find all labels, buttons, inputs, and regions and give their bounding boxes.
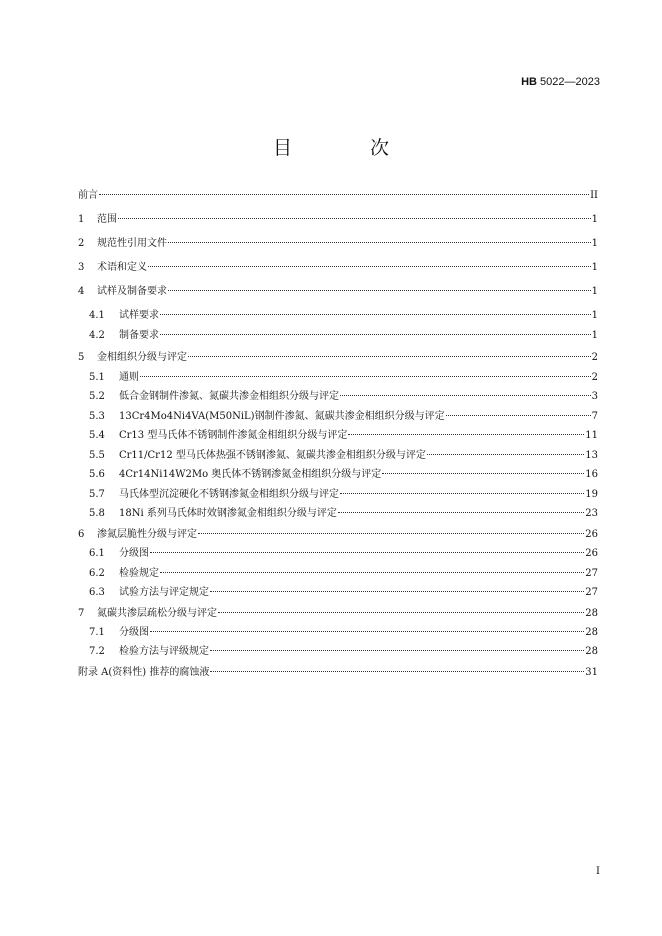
toc-entry-label: 前言 — [78, 190, 98, 201]
toc-dot-leader — [198, 533, 584, 534]
toc-entry-number: 6.1 — [89, 548, 105, 559]
toc-entry-page: 31 — [585, 667, 598, 678]
toc-dot-leader — [118, 218, 591, 219]
toc-entry-number: 5.7 — [89, 489, 105, 500]
page-number: I — [596, 866, 600, 877]
toc-entry-label: 金相组织分级与评定 — [97, 352, 187, 363]
toc-entry-label: 试样要求 — [119, 310, 159, 321]
toc-dot-leader — [338, 512, 584, 513]
toc-entry[interactable] — [78, 258, 598, 274]
toc-entry-number: 1 — [78, 214, 85, 225]
toc-dot-leader — [150, 631, 584, 632]
toc-entry-number: 5.6 — [89, 469, 105, 480]
toc-dot-leader — [140, 376, 591, 377]
toc-entry-number: 6 — [78, 529, 85, 540]
toc-dot-leader — [210, 591, 584, 592]
toc-entry-page: 19 — [585, 489, 598, 500]
toc-entry[interactable] — [89, 544, 598, 560]
toc-entry-page: 2 — [591, 372, 598, 383]
toc-entry-number: 7.1 — [89, 627, 105, 638]
toc-entry-page: 28 — [585, 646, 598, 657]
toc-dot-leader — [340, 395, 591, 396]
toc-entry-label: Cr13 型马氏体不锈钢制件渗氮金相组织分级与评定 — [119, 430, 348, 441]
toc-dot-leader — [160, 572, 584, 573]
toc-entry[interactable] — [78, 282, 598, 298]
toc-dot-leader — [382, 473, 584, 474]
toc-entry[interactable] — [89, 583, 598, 599]
toc-entry-page: 1 — [591, 310, 598, 321]
toc-entry[interactable] — [78, 348, 598, 364]
standard-code — [521, 76, 600, 88]
toc-entry[interactable] — [89, 407, 598, 423]
toc-entry[interactable] — [89, 426, 598, 442]
toc-entry-number: 5.8 — [89, 508, 105, 519]
toc-entry-number: 2 — [78, 238, 85, 249]
toc-entry-number: 5.5 — [89, 450, 105, 461]
toc-dot-leader — [218, 612, 584, 613]
toc-entry-label: 13Cr4Mo4Ni4VA(M50NiL)钢制件渗氮、氮碳共渗金相组织分级与评定 — [119, 411, 445, 422]
toc-entry[interactable] — [89, 387, 598, 403]
toc-dot-leader — [160, 334, 591, 335]
toc-entry[interactable] — [89, 623, 598, 639]
toc-dot-leader — [210, 671, 584, 672]
toc-entry-number: 4.1 — [89, 310, 105, 321]
toc-entry[interactable] — [78, 210, 598, 226]
toc-dot-leader — [188, 356, 591, 357]
toc-entry[interactable] — [89, 564, 598, 580]
toc-entry[interactable] — [78, 663, 598, 679]
toc-entry[interactable] — [89, 326, 598, 342]
toc-entry-number: 7 — [78, 608, 85, 619]
toc-dot-leader — [160, 314, 591, 315]
toc-title: 目 次 — [272, 137, 426, 159]
toc-entry-label: 渗氮层脆性分级与评定 — [97, 529, 197, 540]
toc-dot-leader — [446, 415, 591, 416]
toc-entry-page: 28 — [585, 608, 598, 619]
toc-entry[interactable] — [89, 642, 598, 658]
toc-entry-page: II — [590, 190, 598, 201]
toc-entry-page: 26 — [585, 548, 598, 559]
toc-dot-leader — [427, 454, 584, 455]
toc-entry-label: 规范性引用文件 — [97, 238, 167, 249]
toc-entry[interactable] — [78, 234, 598, 250]
toc-entry-page: 1 — [591, 214, 598, 225]
toc-entry-page: 1 — [591, 330, 598, 341]
toc-entry[interactable] — [89, 504, 598, 520]
toc-entry-number: 5.2 — [89, 391, 105, 402]
toc-entry-label: 范围 — [97, 214, 117, 225]
toc-dot-leader — [168, 290, 591, 291]
toc-entry-label: 试样及制备要求 — [97, 286, 167, 297]
toc-entry-page: 1 — [591, 262, 598, 273]
toc-entry[interactable] — [89, 485, 598, 501]
toc-entry-label: 氮碳共渗层疏松分级与评定 — [97, 608, 217, 619]
toc-entry[interactable] — [78, 186, 598, 202]
toc-entry[interactable] — [89, 465, 598, 481]
toc-entry-label: 分级图 — [119, 548, 149, 559]
toc-entry-number: 5.1 — [89, 372, 105, 383]
toc-entry-page: 1 — [591, 286, 598, 297]
toc-entry-number: 4 — [78, 286, 85, 297]
toc-entry-label: Cr11/Cr12 型马氏体热强不锈钢渗氮、氮碳共渗金相组织分级与评定 — [119, 450, 426, 461]
toc-entry-label: 18Ni 系列马氏体时效钢渗氮金相组织分级与评定 — [119, 508, 337, 519]
toc-entry[interactable] — [78, 525, 598, 541]
toc-entry-label: 制备要求 — [119, 330, 159, 341]
toc-dot-leader — [340, 493, 584, 494]
toc-dot-leader — [210, 650, 584, 651]
toc-entry-label: 检验规定 — [119, 568, 159, 579]
toc-entry-number: 4.2 — [89, 330, 105, 341]
toc-entry-label: 马氏体型沉淀硬化不锈钢渗氮金相组织分级与评定 — [119, 489, 339, 500]
toc-entry-page: 7 — [591, 411, 598, 422]
toc-dot-leader — [150, 552, 584, 553]
toc-entry-label: 低合金钢制件渗氮、氮碳共渗金相组织分级与评定 — [119, 391, 339, 402]
toc-entry-page: 16 — [585, 469, 598, 480]
toc-dot-leader — [148, 266, 591, 267]
toc-entry-label: 试验方法与评定规定 — [119, 587, 209, 598]
toc-entry-label: 附录 A(资料性) 推荐的腐蚀液 — [78, 667, 210, 678]
toc-entry-page: 2 — [591, 352, 598, 363]
toc-entry-number: 6.2 — [89, 568, 105, 579]
toc-entry-page: 27 — [585, 587, 598, 598]
toc-entry-number: 5 — [78, 352, 85, 363]
toc-entry-label: 分级图 — [119, 627, 149, 638]
toc-entry[interactable] — [78, 604, 598, 620]
toc-entry-page: 13 — [585, 450, 598, 461]
toc-dot-leader — [348, 434, 584, 435]
toc-entry-page: 23 — [585, 508, 598, 519]
toc-entry-label: 术语和定义 — [97, 262, 147, 273]
toc-entry-label: 4Cr14Ni14W2Mo 奥氏体不锈钢渗氮金相组织分级与评定 — [119, 469, 382, 480]
toc-entry-page: 1 — [591, 238, 598, 249]
toc-dot-leader — [99, 194, 589, 195]
toc-entry-label: 通则 — [119, 372, 139, 383]
toc-entry-page: 28 — [585, 627, 598, 638]
toc-entry-page: 27 — [585, 568, 598, 579]
toc-entry-number: 3 — [78, 262, 85, 273]
toc-entry-number: 5.4 — [89, 430, 105, 441]
toc-entry-number: 5.3 — [89, 411, 105, 422]
toc-entry-label: 检验方法与评级规定 — [119, 646, 209, 657]
standard-number: 5022—2023 — [540, 76, 600, 88]
toc-entry-number: 7.2 — [89, 646, 105, 657]
toc-entry-number: 6.3 — [89, 587, 105, 598]
standard-prefix: HB — [521, 76, 537, 88]
toc-entry[interactable] — [89, 306, 598, 322]
toc-entry-page: 3 — [591, 391, 598, 402]
toc-entry-page: 11 — [585, 430, 598, 441]
toc-dot-leader — [168, 242, 591, 243]
toc-entry-page: 26 — [585, 529, 598, 540]
toc-entry[interactable] — [89, 368, 598, 384]
toc-entry[interactable] — [89, 446, 598, 462]
